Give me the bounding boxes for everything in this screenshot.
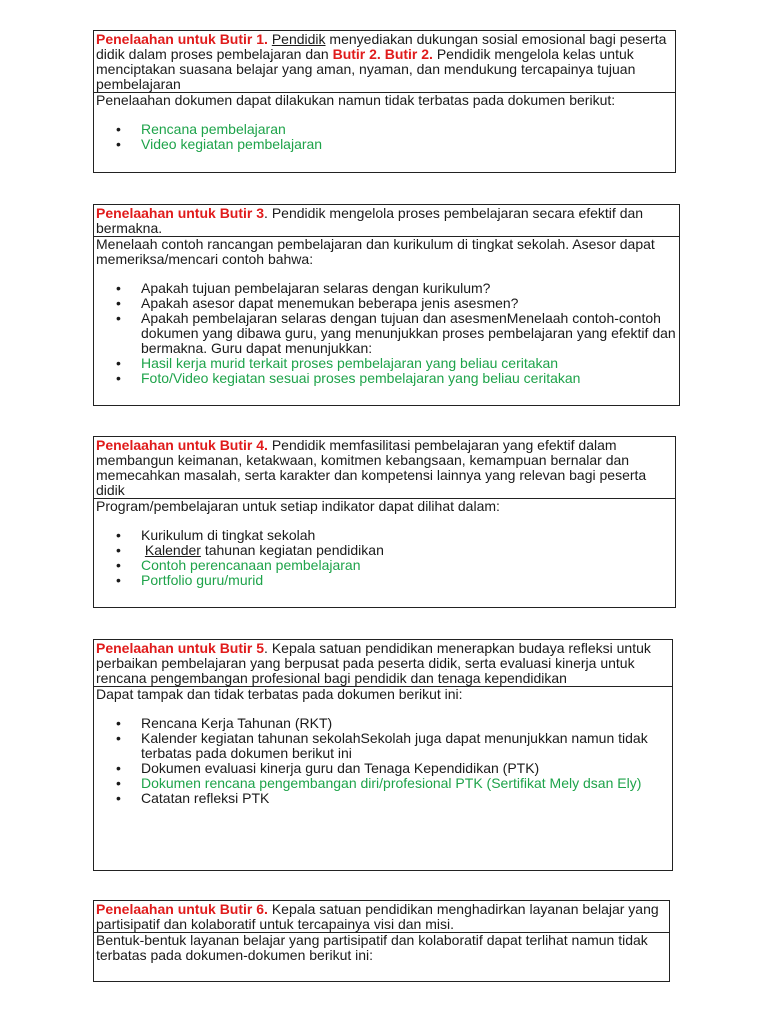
list-item: • Rencana pembelajaran <box>96 122 673 137</box>
list-item: • Kurikulum di tingkat sekolah <box>96 528 673 543</box>
box-header <box>94 31 675 93</box>
butir-label: Penelaahan untuk Butir 1. <box>96 31 268 47</box>
butir-label: Penelaahan untuk Butir 3 <box>96 205 265 221</box>
box-body <box>94 687 672 806</box>
header-text-2: Pendidik mengelola kelas untuk menciptakan suasana belajar yang aman, nyaman, dan mendukung tercapainya tujuan pembelajaran <box>96 46 636 92</box>
intro-text: Penelaahan dokumen dapat dilakukan namun tidak terbatas pada dokumen berikut: <box>96 92 616 108</box>
intro-text: Dapat tampak dan tidak terbatas pada dokumen berikut ini: <box>96 686 463 702</box>
intro-text: Bentuk-bentuk layanan belajar yang partisipatif dan kolaboratif dapat terlihat namun tidak terbatas pada dokumen-dokumen berikut ini: <box>96 932 648 963</box>
list-item <box>96 543 673 558</box>
header-text: . Pendidik mengelola proses pembelajaran secara efektif dan bermakna. <box>96 205 644 236</box>
document-list <box>96 281 677 386</box>
box-header <box>94 901 669 933</box>
box-body <box>94 933 669 963</box>
list-item: • Contoh perencanaan pembelajaran <box>96 558 673 573</box>
butir-label-extra: Butir 2. Butir 2. <box>332 46 433 62</box>
review-box-butir-6 <box>93 900 670 982</box>
review-box-butir-4 <box>93 436 676 608</box>
list-item: • Foto/Video kegiatan sesuai proses pembelajaran yang beliau ceritakan <box>96 371 677 386</box>
list-item: • Apakah asesor dapat menemukan beberapa jenis asesmen? <box>96 296 677 311</box>
header-text: . Kepala satuan pendidikan menerapkan budaya refleksi untuk perbaikan pembelajaran yang berpusat pada peserta didik, serta evaluasi kinerja untuk rencana pengembangan profesional bagi pendidik dan tenaga kependidikan <box>96 640 651 686</box>
intro-text: Program/pembelajaran untuk setiap indikator dapat dilihat dalam: <box>96 498 500 514</box>
list-item: • Apakah pembelajaran selaras dengan tujuan dan asesmenMenelaah contoh-contoh dokumen yang dibawa guru, yang menunjukkan proses pembelajaran yang efektif dan bermakna. Guru dapat menunjukkan: <box>96 311 677 356</box>
list-item: • Rencana Kerja Tahunan (RKT) <box>96 716 670 731</box>
list-item: • Dokumen evaluasi kinerja guru dan Tenaga Kependidikan (PTK) <box>96 761 670 776</box>
list-item-text: tahunan kegiatan pendidikan <box>200 542 384 558</box>
list-item: • Hasil kerja murid terkait proses pembelajaran yang beliau ceritakan <box>96 356 677 371</box>
header-text: Pendidik memfasilitasi pembelajaran yang efektif dalam membangun keimanan, ketakwaan, komitmen kebangsaan, kemampuan bernalar dan memecahkan masalah, serta karakter dan kompetensi lainnya yang relevan bagi peserta didik <box>96 437 647 498</box>
list-item: • Kalender kegiatan tahunan sekolahSekolah juga dapat menunjukkan namun tidak terbatas pada dokumen berikut ini <box>96 731 670 761</box>
list-item: • Video kegiatan pembelajaran <box>96 137 673 152</box>
header-text: Kepala satuan pendidikan menghadirkan layanan belajar yang partisipatif dan kolaboratif untuk tercapainya visi dan misi. <box>96 901 659 932</box>
list-item: • Apakah tujuan pembelajaran selaras dengan kurikulum? <box>96 281 677 296</box>
box-body <box>94 499 675 588</box>
box-header <box>94 205 679 237</box>
box-header <box>94 437 675 499</box>
box-body <box>94 237 679 386</box>
header-text: menyediakan dukungan sosial emosional bagi peserta didik dalam proses pembelajaran dan <box>96 31 667 62</box>
document-list <box>96 716 670 806</box>
butir-label: Penelaahan untuk Butir 6. <box>96 901 268 917</box>
review-box-butir-3 <box>93 204 680 406</box>
butir-label: Penelaahan untuk Butir 4. <box>96 437 268 453</box>
underlined-word: Pendidik <box>271 31 326 47</box>
document-list <box>96 122 673 152</box>
intro-text: Menelaah contoh rancangan pembelajaran dan kurikulum di tingkat sekolah. Asesor dapat memeriksa/mencari contoh bahwa: <box>96 236 655 267</box>
underlined-word: Kalender <box>144 542 201 558</box>
list-item: • Portfolio guru/murid <box>96 573 673 588</box>
list-item: • Dokumen rencana pengembangan diri/profesional PTK (Sertifikat Mely dsan Ely) <box>96 776 670 791</box>
box-body <box>94 93 675 152</box>
list-item: • Catatan refleksi PTK <box>96 791 670 806</box>
butir-label: Penelaahan untuk Butir 5 <box>96 640 265 656</box>
review-box-butir-5 <box>93 639 673 871</box>
document-list <box>96 528 673 588</box>
review-box-butir-1 <box>93 30 676 173</box>
box-header <box>94 640 672 687</box>
